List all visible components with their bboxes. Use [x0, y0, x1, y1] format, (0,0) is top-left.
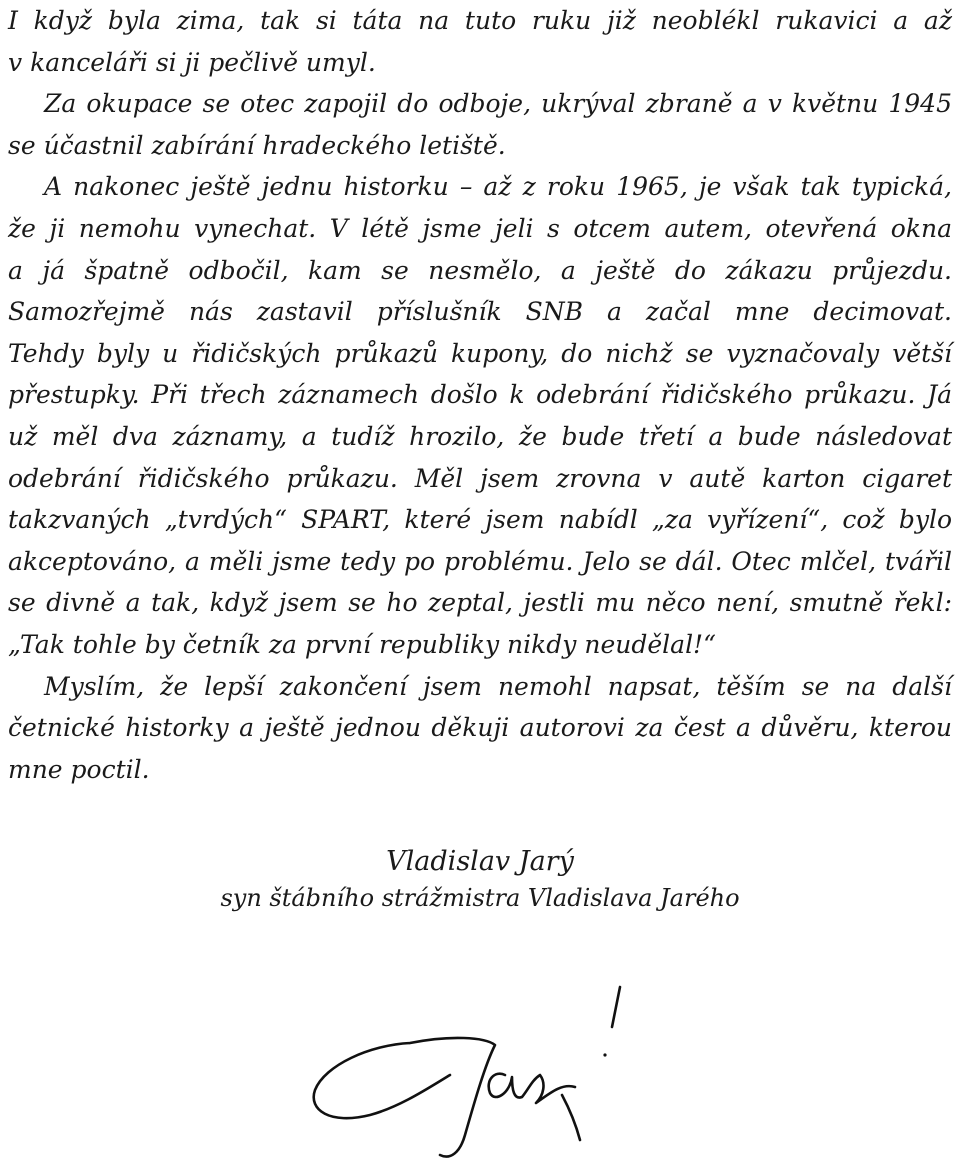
- handwritten-signature: [300, 975, 640, 1165]
- text-line: v kanceláři si ji pečlivě umyl.: [8, 47, 376, 77]
- signature-dot: [603, 1053, 606, 1056]
- author-subtitle: syn štábního strážmistra Vladislava Jarého: [220, 884, 740, 912]
- text-line: Tehdy byly u řidičských průkazů kupony, do nichž se vyznačovaly větší: [8, 338, 952, 368]
- body-text: [8, 0, 952, 790]
- text-line: Myslím, že lepší zakončení jsem nemohl napsat, těším se na další: [44, 671, 952, 701]
- text-line: se účastnil zabírání hradeckého letiště.: [8, 130, 506, 160]
- text-line: a já špatně odbočil, kam se nesmělo, a ještě do zákazu průjezdu.: [8, 255, 952, 285]
- signature-stroke: [489, 1074, 575, 1103]
- text-line: už měl dva záznamy, a tudíž hrozilo, že bude třetí a bude následovat: [8, 421, 952, 451]
- text-line: A nakonec ještě jednu historku – až z roku 1965, je však tak typická,: [44, 172, 952, 202]
- text-line: se divně a tak, když jsem se ho zeptal, jestli mu něco není, smutně řekl:: [8, 588, 952, 618]
- signature-stroke: [314, 1038, 495, 1157]
- text-line: I když byla zima, tak si táta na tuto ruku již neoblékl rukavici a až: [8, 6, 952, 35]
- text-line: akceptováno, a měli jsme tedy po problému. Jelo se dál. Otec mlčel, tvářil: [8, 546, 952, 576]
- text-line: odebrání řidičského průkazu. Měl jsem zrovna v autě karton cigaret: [8, 463, 952, 493]
- text-line: Samozřejmě nás zastavil příslušník SNB a začal mne decimovat.: [8, 297, 952, 327]
- author-name: Vladislav Jarý: [386, 846, 574, 877]
- signature-stroke: [612, 987, 620, 1027]
- signature-stroke: [562, 1095, 580, 1140]
- text-line: četnické historky a ještě jednou děkuji autorovi za čest a důvěru, kterou: [8, 713, 952, 743]
- text-line: takzvaných „tvrdých“ SPART, které jsem nabídl „za vyřízení“, což bylo: [8, 505, 952, 535]
- text-line: „Tak tohle by četník za první republiky nikdy neudělal!“: [8, 629, 716, 659]
- text-line: Za okupace se otec zapojil do odboje, ukrýval zbraně a v květnu 1945: [44, 89, 952, 119]
- text-line: přestupky. Při třech záznamech došlo k odebrání řidičského průkazu. Já: [8, 380, 952, 410]
- text-line: mne poctil.: [8, 754, 150, 784]
- text-line: že ji nemohu vynechat. V létě jsme jeli s otcem autem, otevřená okna: [8, 213, 952, 243]
